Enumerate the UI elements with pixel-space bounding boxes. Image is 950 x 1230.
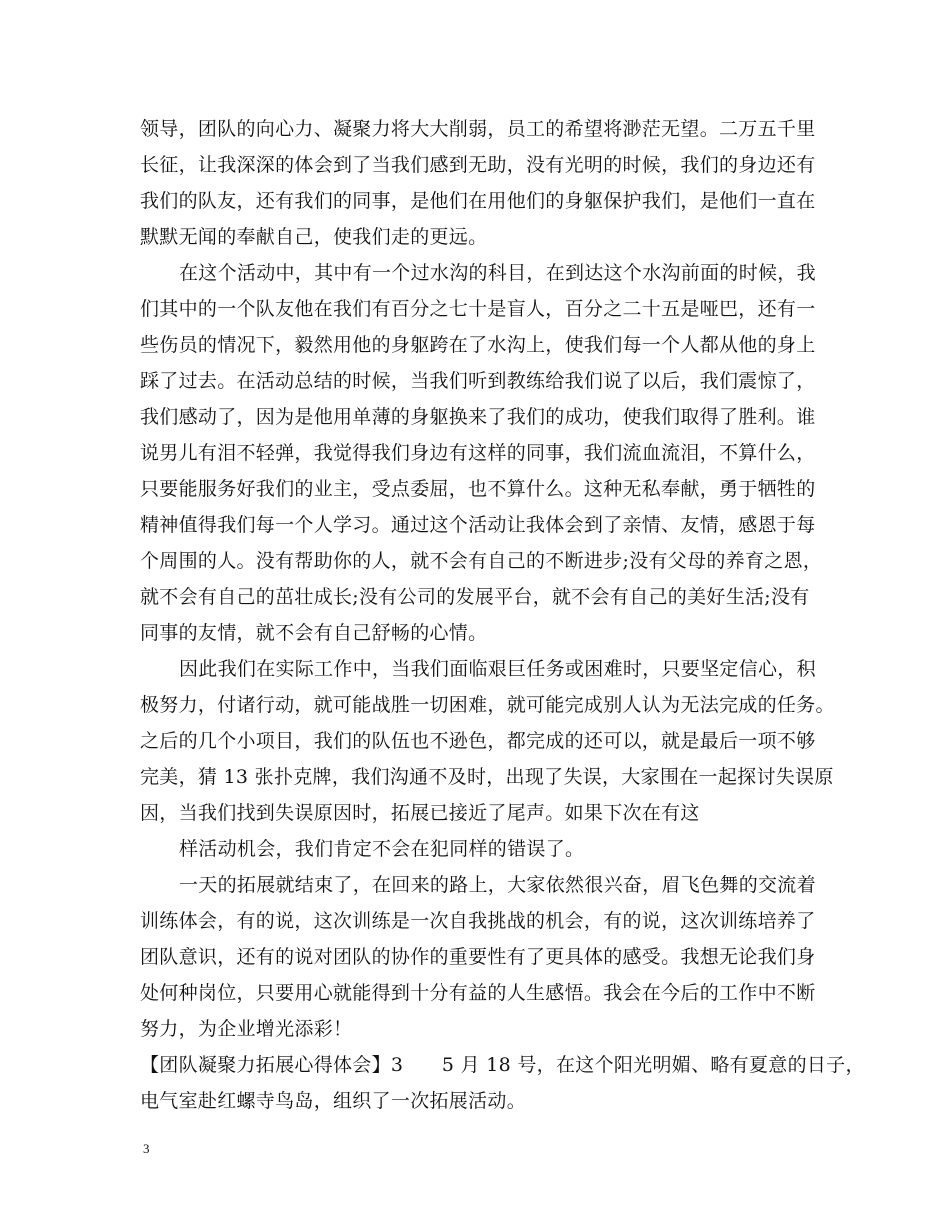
text-line: 完美，猜 13 张扑克牌，我们沟通不及时，出现了失误，大家围在一起探讨失误原 [140,766,834,788]
text-line: 个周围的人。没有帮助你的人，就不会有自己的不断进步;没有父母的养育之恩， [140,550,823,572]
text-line: 极努力，付诸行动，就可能战胜一切困难，就可能完成别人认为无法完成的任务。 [140,694,835,716]
section-heading-line: 【团队凝聚力拓展心得体会】3 5 月 18 号，在这个阳光明媚、略有夏意的日子， [140,1054,865,1076]
text-line: 精神值得我们每一个人学习。通过这个活动让我体会到了亲情、友情，感恩于每 [140,514,816,536]
text-line: 些伤员的情况下，毅然用他的身躯跨在了水沟上，使我们每一个人都从他的身上 [140,334,816,356]
page-number: 3 [143,1141,150,1156]
text-line: 团队意识，还有的说对团队的协作的重要性有了更具体的感受。我想无论我们身 [140,946,816,968]
text-line: 踩了过去。在活动总结的时候，当我们听到教练给我们说了以后，我们震惊了， [140,370,816,392]
text-line: 之后的几个小项目，我们的队伍也不逊色，都完成的还可以，就是最后一项不够 [140,730,816,752]
text-line: 我们感动了，因为是他用单薄的身躯换来了我们的成功，使我们取得了胜利。谁 [140,406,816,428]
text-line: 训练体会，有的说，这次训练是一次自我挑战的机会，有的说，这次训练培养了 [140,910,816,932]
text-line: 因，当我们找到失误原因时，拓展已接近了尾声。如果下次在有这 [140,802,700,824]
text-line: 们其中的一个队友他在我们有百分之七十是盲人，百分之二十五是哑巴，还有一 [140,298,816,320]
paragraph-first-line: 一天的拓展就结束了，在回来的路上，大家依然很兴奋，眉飞色舞的交流着 [179,874,816,896]
text-line: 处何种岗位，只要用心就能得到十分有益的人生感悟。我会在今后的工作中不断 [140,982,816,1004]
text-line: 我们的队友，还有我们的同事，是他们在用他们的身躯保护我们，是他们一直在 [140,190,816,212]
text-line: 电气室赴红螺寺鸟岛，组织了一次拓展活动。 [140,1090,527,1112]
text-line: 就不会有自己的茁壮成长;没有公司的发展平台，就不会有自己的美好生活;没有 [140,586,810,608]
text-line: 默默无闻的奉献自己，使我们走的更远。 [140,226,488,248]
paragraph-first-line: 在这个活动中，其中有一个过水沟的科目，在到达这个水沟前面的时候，我 [179,262,816,284]
text-line: 长征，让我深深的体会到了当我们感到无助，没有光明的时候，我们的身边还有 [140,154,816,176]
text-line: 努力，为企业增光添彩！ [140,1018,353,1040]
paragraph-first-line: 因此我们在实际工作中，当我们面临艰巨任务或困难时，只要坚定信心，积 [179,658,816,680]
text-line: 领导，团队的向心力、凝聚力将大大削弱，员工的希望将渺茫无望。二万五千里 [140,118,816,140]
text-line: 同事的友情，就不会有自己舒畅的心情。 [140,622,488,644]
paragraph-first-line: 样活动机会，我们肯定不会在犯同样的错误了。 [179,838,585,860]
text-line: 说男儿有泪不轻弹，我觉得我们身边有这样的同事，我们流血流泪，不算什么， [140,442,816,464]
text-line: 只要能服务好我们的业主，受点委屈，也不算什么。这种无私奉献，勇于牺牲的 [140,478,816,500]
